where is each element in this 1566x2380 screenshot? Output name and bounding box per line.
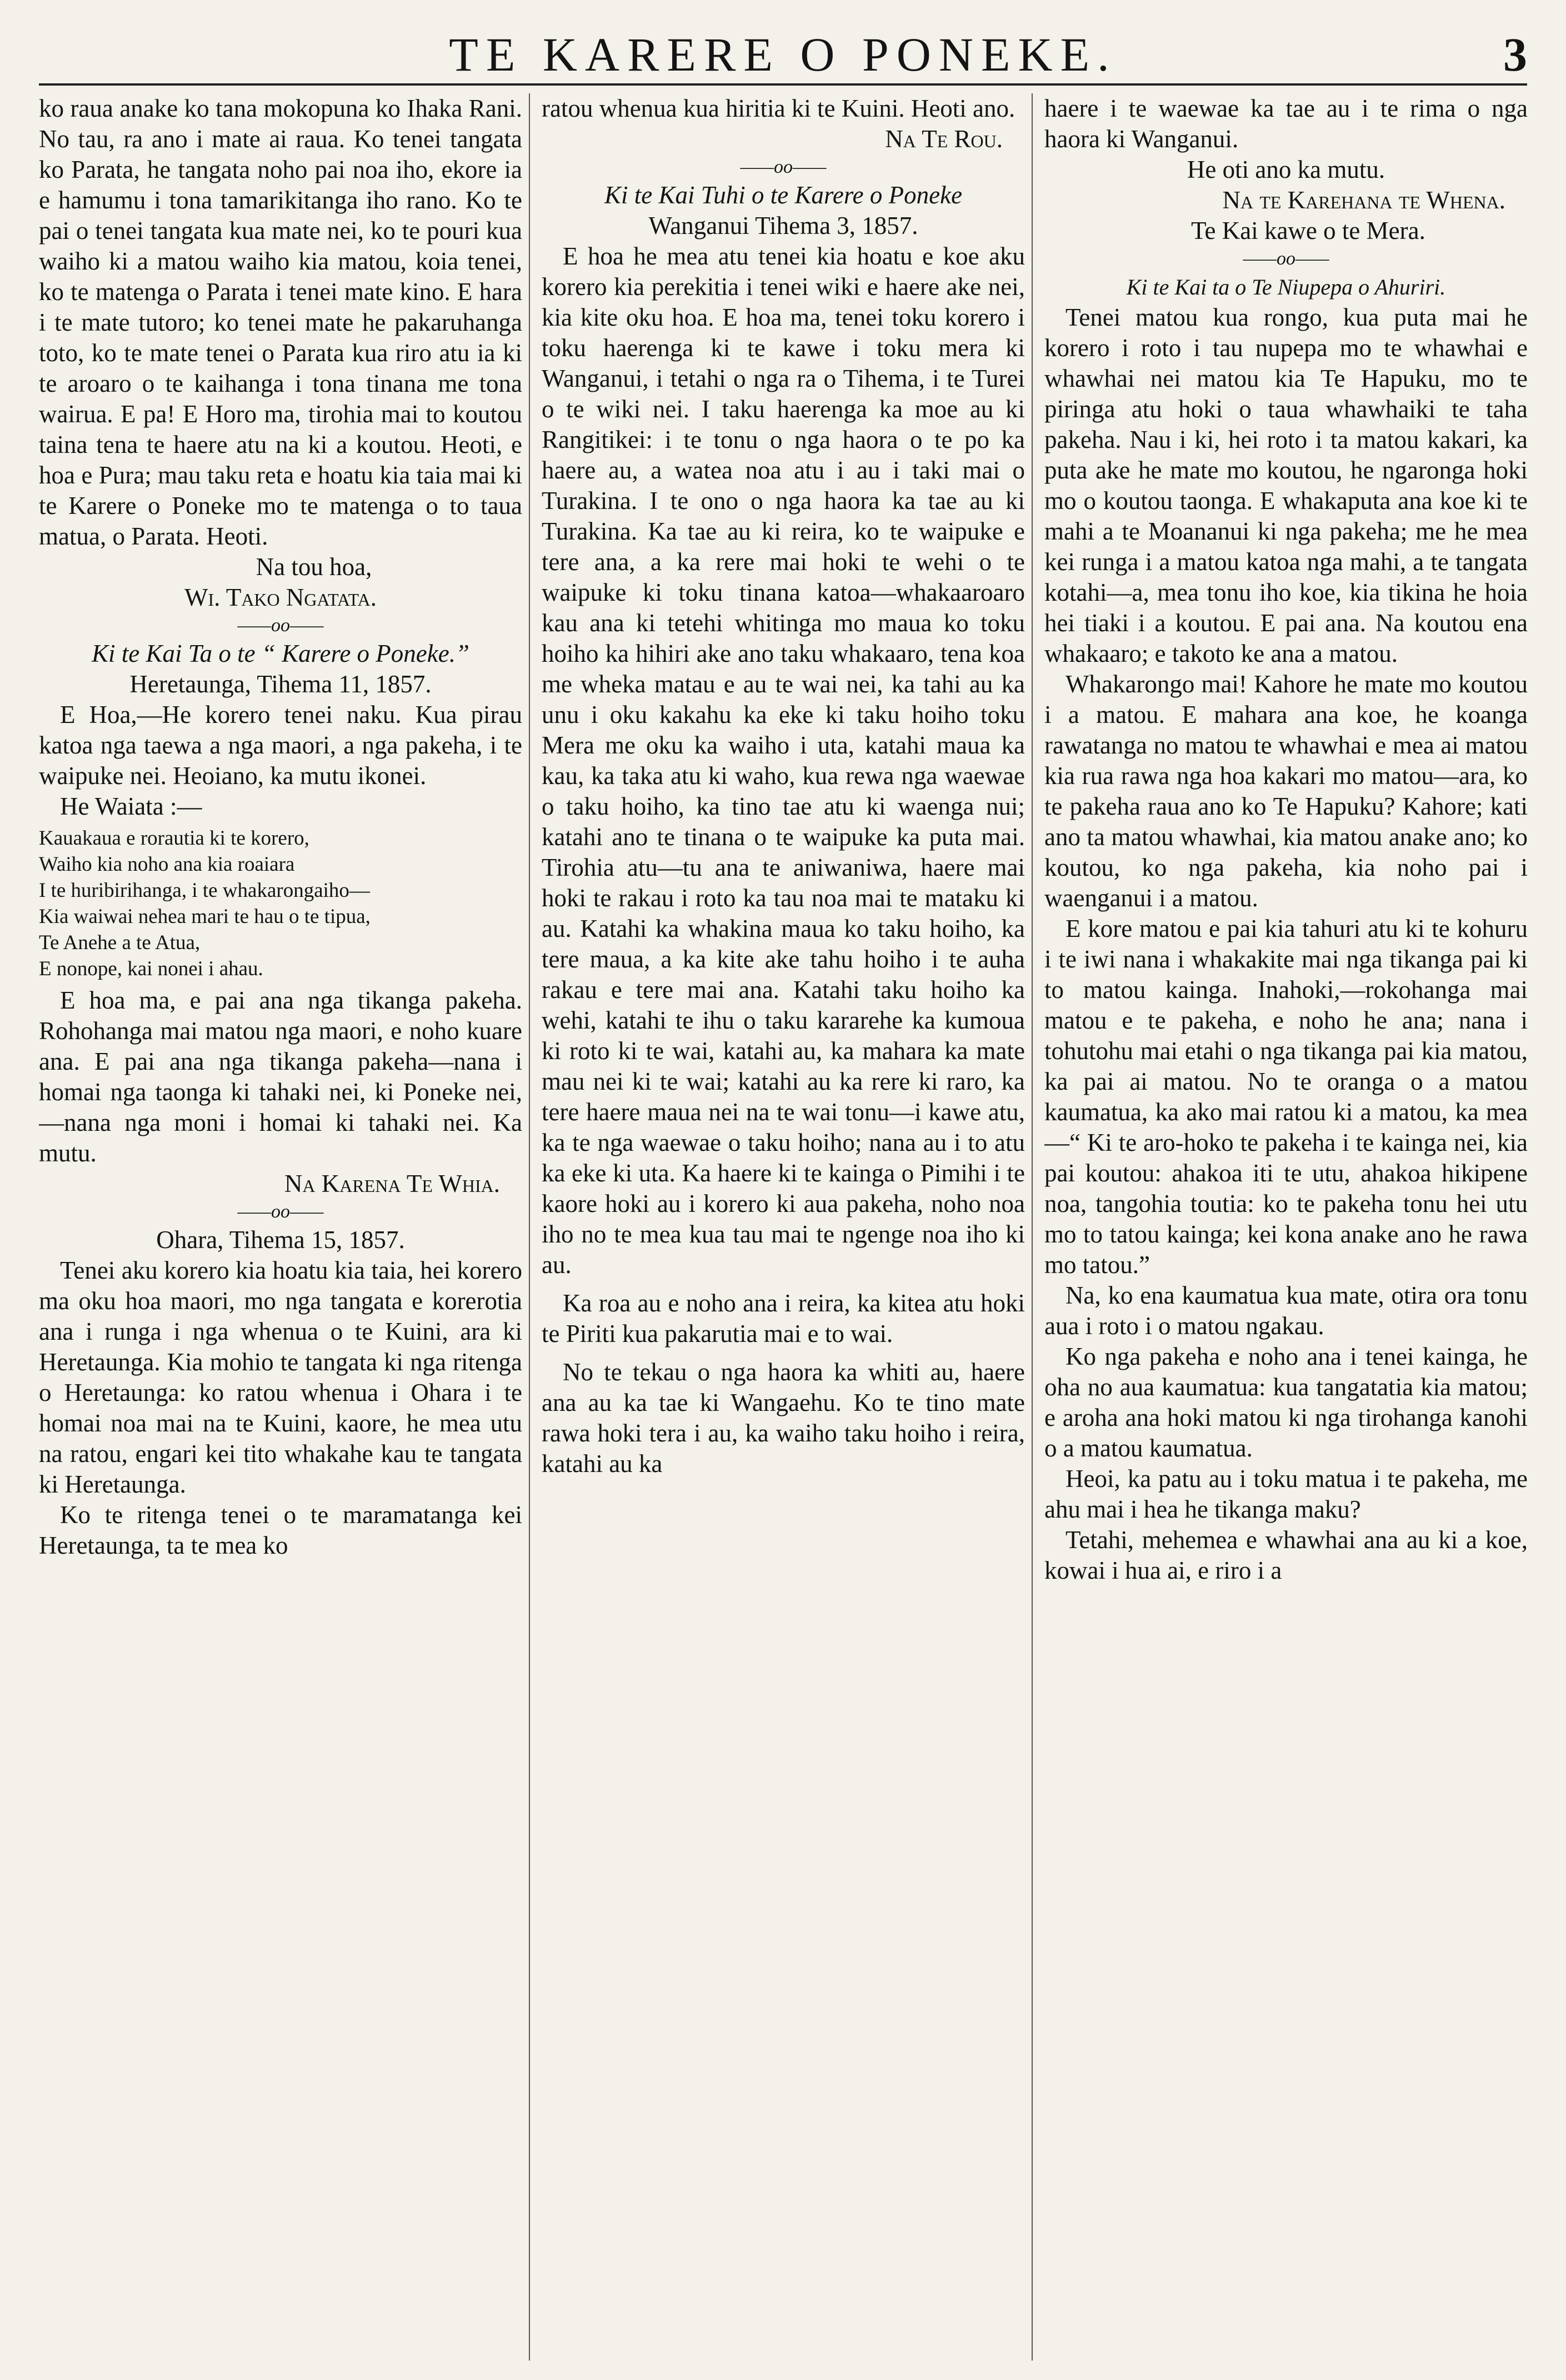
letter-signature: Na Karena Te Whia.	[284, 1170, 500, 1198]
letter-body: Ko te ritenga tenei o te maramatanga kei Heretaunga, ta te mea ko	[39, 1501, 522, 1559]
letter-body: Tenei matou kua rongo, kua puta mai he korero i roto i tau nupepa mo te whawhai e whawhai nei matou kia Te Hapuku, mo te piringa atu hoki o taua whawhaiki te taha pakeha. Nau i ki, hei roto i ta matou kakari, ka puta ake he mate mo koutou, he ngaronga hoki mo o koutou taonga. E whakaputa ana koe ki te mahi a te Moananui ki nga pakeha; me he mea kei runga i a matou katoa nga mahi, a te tangata kotahi—a, mea tonu iho koe, kia tikina he hoia hei tiaki i a koutou. E pai ana. Na koutou ena whakaaro; e takoto ke ana a matou.	[1044, 303, 1528, 667]
letter-signature: Na Te Rou.	[885, 125, 1003, 153]
letter-body: E Hoa,—He korero tenei naku. Kua pirau katoa nga taewa a nga maori, a nga pakeha, i te waipuke nei. Heoiano, ka mutu ikonei.	[39, 701, 522, 790]
song-line: I te huribirihanga, i te whakarongaiho—	[39, 879, 370, 902]
song-line: Kia waiwai nehea mari te hau o te tipua,	[39, 905, 371, 928]
letter-body: Ko nga pakeha e noho ana i tenei kainga, he oha no aua kaumatua: kua tangatatia kia matou; e aroha ana hoki matou ki nga tirohanga kanohi o a matou kaumatua.	[1044, 1343, 1528, 1462]
letter-closing: Na tou hoa,	[256, 553, 372, 581]
song-verses	[39, 822, 522, 985]
letter-body: E hoa he mea atu tenei kia hoatu e koe aku korero kia perekitia i tenei wiki e haere ake nei, kia kite oku hoa. E hoa ma, tenei toku korero i toku haerenga ki te kawe i toku mera ki Wanganui, i tetahi o nga ra o Tihema, i te Turei o te wiki nei. I taku haerenga ka moe au ki Rangitikei: i te tonu o nga haora o te po ka haere au, a watea noa atu i au i taki mai o Turakina. I te ono o nga haora ka tae au ki Turakina. Ka tae au ki reira, ko te waipuke e tere ana, a ka rere mai hoki te wehi o te waipuke ki toku tinana katoa—whakaaroaro kau ana ki tetehi whitinga mo maua ko toku hoiho ka hihiri ake ano taku whakaaro, tena koa me wheka matau e au te wai nei, ka tahi au ka unu i oku kakahu ka eke ki taku hoiho toku Mera me oku ka waiho i uta, katahi maua ka kau, ka taka atu ki waho, kua rewa nga waewae o taku hoiho, ka tino tae atu ki waenga nui; katahi ano te tinana o te waipuke ka puta mai. Tirohia atu—tu ana te aniwaniwa, haere mai hoki te rakau i roto ka tau noa mai te mataku ki au. Katahi ka whakina maua ko taku hoiho, ka tere maua, a ka kite ake tahu hoiho i te auha rakau e tere mai ana. Katahi taku hoiho ka wehi, katahi te ihu o taku kararehe ka kumoua ki roto ki te wai, katahi au, ka mahara ka mate mau nei ki te wai; katahi au ka rere ki raro, ka tere haere maua nei na te wai tonu—i kawe atu, ka te nga waewae o taku hoiho; nana au i to atu ka eke ki uta. Ka haere ki te kainga o Pimihi i te kaore hoki au i korero ki aua pakeha, noho noa iho no te mea kua tau mai te ngenge noa iho ki au.	[542, 242, 1025, 1279]
letter-body: Ka roa au e noho ana i reira, ka kitea atu hoki te Piriti kua pakarutia mai e to wai.	[542, 1289, 1025, 1348]
section-divider: ——oo——	[1243, 248, 1329, 269]
letter-dateline: Ohara, Tihema 15, 1857.	[156, 1226, 405, 1254]
masthead	[39, 22, 1527, 86]
song-line: Te Anehe a te Atua,	[39, 931, 201, 954]
song-line: E nonope, kai nonei i ahau.	[39, 957, 263, 980]
letter-body: Tetahi, mehemea e whawhai ana au ki a koe, kowai i hua ai, e riro i a	[1044, 1526, 1528, 1584]
letter-heading: Ki te Kai Ta o te “ Karere o Poneke.”	[92, 640, 469, 667]
page-number: 3	[1503, 28, 1527, 81]
letter-parata-body: ko raua anake ko tana mokopuna ko Ihaka Rani. No tau, ra ano i mate ai raua. Ko tenei tangata ko Parata, he tangata noho pai noa iho, ekore ia e hamumu i tona tamarikitanga iho rano. Ko te pai o tenei tangata kua mate nei, ko te pouri kua waiho ki a matou waiho kia matou, koia tenei, ko te matenga o Parata i tenei mate kino. E hara i te mate tutoro; ko tenei mate he pakaruhanga toto, ko te mate tenei o Parata kua riro atu ia ki te aroaro o te kaihanga i tona tinana me tona wairua. E pa! E Horo ma, tirohia mai to koutou taina tena te haere atu na ki a koutou. Heoti, e hoa e Pura; mau taku reta e hoatu kia taia mai ki te Karere o Poneke mo te matenga o to taua matua, o Parata. Heoti.	[39, 94, 522, 550]
letter-heading: Ki te Kai ta o Te Niupepa o Ahuriri.	[1126, 275, 1446, 300]
song-intro: He Waiata :—	[60, 792, 202, 820]
section-divider: ——oo——	[237, 615, 324, 636]
letter-body: E hoa ma, e pai ana nga tikanga pakeha. Rohohanga mai matou nga maori, e noho kuare ana. E pai ana nga tikanga pakeha—nana i homai nga taonga ki tahaki nei, ki Poneke nei,—nana nga moni i homai ki tahaki nei. Ka mutu.	[39, 986, 522, 1167]
section-divider: ——oo——	[740, 157, 827, 177]
newspaper-title: TE KARERE O PONEKE.	[449, 28, 1117, 81]
letter-body: Heoi, ka patu au i toku matua i te pakeha, me ahu mai i hea he tikanga maku?	[1044, 1465, 1528, 1523]
letter-body: E kore matou e pai kia tahuri atu ki te kohuru i te iwi nana i whakakite mai nga tikanga pai ki to matou kainga. Inahoki,—rokohanga mai matou e te pakeha, e noho he ana; nana i tohutohu mai etahi o nga tikanga pai kia matou, ka pai ai matou. No te oranga o a matou kaumatua, ka ako mai ratou ki a matou, ka mea—“ Ki te aro-hoko te pakeha i te kainga nei, kia pai koutou: ahakoa iti te utu, ahakoa hikipene noa, tangohia toutia: ko te pakeha tonu hei utu mo to tatou kainga; kei kona anake ano he rawa mo tatou.”	[1044, 915, 1528, 1279]
letter-heading: Ki te Kai Tuhi o te Karere o Poneke	[604, 181, 963, 209]
letter-closing: He oti ano ka mutu.	[1187, 156, 1385, 183]
song-line: Waiho kia noho ana kia roaiara	[39, 853, 295, 876]
column-3	[1044, 93, 1528, 2361]
letter-body: Whakarongo mai! Kahore he mate mo koutou i a matou. E mahara ana koe, he koanga rawatanga no matou te whawhai e mea ai matou kia rua rawa nga hoa kakari mo matou—ara, ko te pakeha raua ano ko Te Hapuku? Kahore; kati ano ta matou whawhai, kia matou anake ano; ko koutou, ko nga pakeha, kia noho pai i waenganui i a matou.	[1044, 670, 1528, 912]
letter-signature: Wi. Tako Ngatata.	[184, 583, 377, 611]
letter-body: Tenei aku korero kia hoatu kia taia, hei korero ma oku hoa maori, mo nga tangata e korerotia ana i runga i nga whenua o te Kuini, ara ki Heretaunga. Kia mohio te tangata ki nga ritenga o Heretaunga: ko ratou whenua i Ohara i te homai noa mai na te Kuini, kaore, he mea utu na ratou, engari kei tito whakahe kau te tangata ki Heretaunga.	[39, 1256, 522, 1498]
letter-signature: Na te Karehana te Whena.	[1222, 186, 1505, 214]
letter-body: ratou whenua kua hiritia ki te Kuini. Heoti ano.	[542, 94, 1015, 122]
letter-body: haere i te waewae ka tae au i te rima o nga haora ki Wanganui.	[1044, 94, 1528, 153]
song-line: Kauakaua e rorautia ki te korero,	[39, 827, 309, 850]
letter-body: Na, ko ena kaumatua kua mate, otira ora tonu aua i roto i o matou ngakau.	[1044, 1281, 1528, 1340]
column-1	[39, 93, 522, 2361]
column-divider-1	[529, 93, 530, 2361]
column-divider-2	[1032, 93, 1033, 2361]
letter-body: No te tekau o nga haora ka whiti au, haere ana au ka tae ki Wangaehu. Ko te tino mate rawa hoki tera i au, ka waiho taku hoiho i reira, katahi au ka	[542, 1358, 1025, 1478]
letter-dateline: Heretaunga, Tihema 11, 1857.	[129, 670, 432, 698]
signature-title: Te Kai kawe o te Mera.	[1191, 217, 1425, 245]
letter-dateline: Wanganui Tihema 3, 1857.	[648, 212, 918, 240]
column-2	[542, 93, 1025, 2361]
section-divider: ——oo——	[237, 1201, 324, 1222]
